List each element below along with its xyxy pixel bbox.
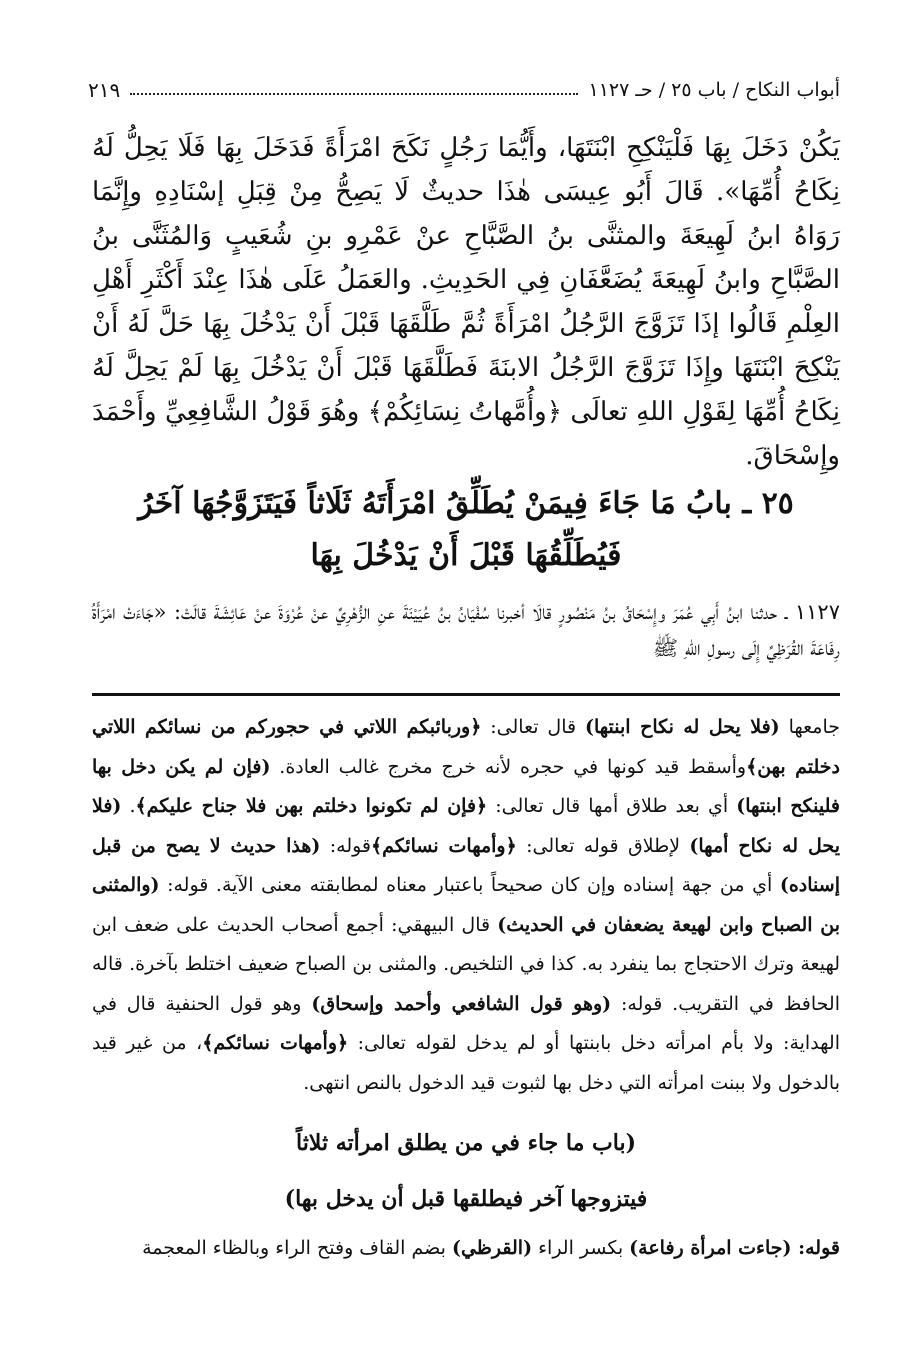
commentary-bold: ﴿وأمهات نسائكم﴾ [202, 1032, 349, 1054]
plain-text-2: بضم القاف وفتح الراء وبالظاء المعجمة [142, 1237, 452, 1259]
plain-text-1: بكسر الراء [532, 1237, 630, 1259]
commentary-bold: (فإن لم يكن دخل بها فلينكح ابنتها) [92, 755, 840, 817]
commentary-heading-line-1: (باب ما جاء في من يطلق امرأته ثلاثاً [295, 1130, 637, 1156]
commentary-heading-line-2: فيتزوجها آخر فيطلقها قبل أن يدخل بها) [284, 1186, 648, 1212]
commentary-seg: جامعها [779, 716, 840, 738]
hadith-text: ١١٢٧ ـ حدثنا ابنُ أَبِي عُمَرَ وإِسْحَاقُ بنُ مَنْصُورٍ قالَا أخبرنا سُفْيَانُ بنُ عُيَيْنَةَ عنِ الزُّهْرِيِّ عنْ عُرْوَةَ عنْ عَائِشَةَ قالَتْ: «جَاءَتْ امْرَأَةُ رِفَاعَةَ القُرَظِيِّ إِلَى رسولِ اللهِ ﷺ [92, 600, 840, 660]
commentary-bold: ﴿وربائبكم اللاتي في حجوركم من نسائكم اللاتي دخلتم بهن﴾ [92, 716, 840, 778]
chapter-heading [92, 478, 840, 582]
commentary-bold: (والمثنى بن الصباح وابن لهيعة يضعفان في الحديث) [92, 874, 840, 936]
bold-term-2: (القرظي) [451, 1237, 533, 1259]
commentary-seg: قوله: [320, 834, 372, 857]
running-title: أبواب النكاح / باب ٢٥ / حـ ١١٢٧ [588, 79, 840, 101]
commentary [92, 708, 840, 1103]
chapter-heading-line-1: ٢٥ ـ بابُ مَا جَاءَ فِيمَنْ يُطَلِّقُ امْرَأَتَهُ ثَلَاثاً فَيَتَزَوَّجُهَا آخَرُ [138, 486, 794, 521]
commentary-bold: ﴿فإن لم تكونوا دخلتم بهن فلا جناح عليكم﴾ [135, 795, 488, 817]
commentary-seg: وأسقط قيد كونها في حجره لأنه خرج مخرج غالب العادة. [270, 755, 747, 778]
leader-dots [130, 93, 578, 95]
bold-term-1: (جاءت امرأة رفاعة) [629, 1237, 792, 1259]
commentary-seg: قال تعالى: [481, 716, 586, 738]
commentary-seg: لإطلاق قوله تعالى: [516, 834, 690, 857]
commentary-bold: (وهو قول الشافعي وأحمد وإسحاق) [311, 992, 612, 1015]
main-text: يَكُنْ دَخَلَ بِهَا فَلْيَنْكِحِ ابْنَتَهَا، وأَيُّمَا رَجُلٍ نَكَحَ امْرَأَةً فَدَخَلَ بِهَا فَلَا يَحِلُّ لَهُ نِكَاحُ أُمِّهَا». قَالَ أَبُو عِيسَى هٰذَا حديثٌ لَا يَصِحُّ مِنْ قِبَلِ إسْنَادِهِ وإِنَّمَا رَوَاهُ ابنُ لَهِيعَةَ والمثنَّى بنُ الصَّبَّاحِ عنْ عَمْرِو بنِ شُعَيبٍ وَالمُثَنَّى بنُ الصَّبَّاحِ وابنُ لَهِيعَةَ يُضَعَّفَانِ فِي الحَدِيثِ. والعَمَلُ عَلَى هٰذَا عِنْدَ أَكْثَرِ أَهْلِ العِلْمِ قَالُوا إذَا تَزَوَّجَ الرَّجُلُ امْرَأَةً ثُمَّ طَلَّقَهَا قَبْلَ أَنْ يَدْخُلَ بِهَا حَلَّ لَهُ أَنْ يَنْكِحَ ابْنَتَهَا وإِذَا تَزَوَّجَ الرَّجُلُ الابنَةَ فَطَلَّقَهَا قَبْلَ أَنْ يَدْخُلَ بِهَا لَمْ يَحِلَّ لَهُ نِكَاحُ أُمِّهَا لِقَوْلِ اللهِ تعالَى ﴿وأُمَّهاتُ نِسَائِكُمْ﴾ وهُوَ قَوْلُ الشَّافِعِيِّ وأَحْمَدَ وإِسْحَاقَ. [92, 133, 841, 471]
commentary-last-line [92, 1232, 840, 1264]
page-number: ٢١٩ [88, 78, 121, 102]
footnote-divider [92, 693, 840, 696]
commentary-seg: وهو قول الحنفية قال في الهداية: ولا بأم امرأته دخل بابنتها أو لم يدخل لقوله تعالى: [92, 992, 840, 1054]
commentary-bold: (فلا يحل له نكاح أمها) [92, 795, 840, 857]
commentary-seg: قال البيهقي: أجمع أصحاب الحديث على ضعف ابن لهيعة وترك الاحتجاج بما ينفرد به. كذا في التلخيص. والمثنى بن الصباح ضعيف اختلط بآخرة. قاله الحافظ في التقريب. قوله: [92, 913, 840, 1015]
chapter-heading-line-2: فَيُطَلِّقُهَا قَبْلَ أَنْ يَدْخُلَ بِهَا [310, 538, 622, 573]
commentary-seg: . [121, 795, 136, 817]
commentary-seg: أي بعد طلاق أمها قال تعالى: [487, 795, 737, 817]
commentary-seg: أي من جهة إسناده وإن كان صحيحاً باعتبار معناه لمطابقته معنى الآية. قوله: [159, 874, 780, 896]
running-header [88, 70, 840, 110]
commentary-bold: (هذا حديث لا يصح من قبل إسناده) [92, 834, 840, 896]
commentary-seg: ، من غير قيد بالدخول ولا ببنت امرأته التي دخل بها لثبوت قيد الدخول بالنص انتهى. [92, 1032, 840, 1094]
commentary-bold: ﴿وأمهات نسائكم﴾ [371, 834, 517, 857]
commentary-bold: (فلا يحل له نكاح ابنتها) [585, 716, 780, 738]
qawluhu-label: قوله: [791, 1237, 840, 1259]
